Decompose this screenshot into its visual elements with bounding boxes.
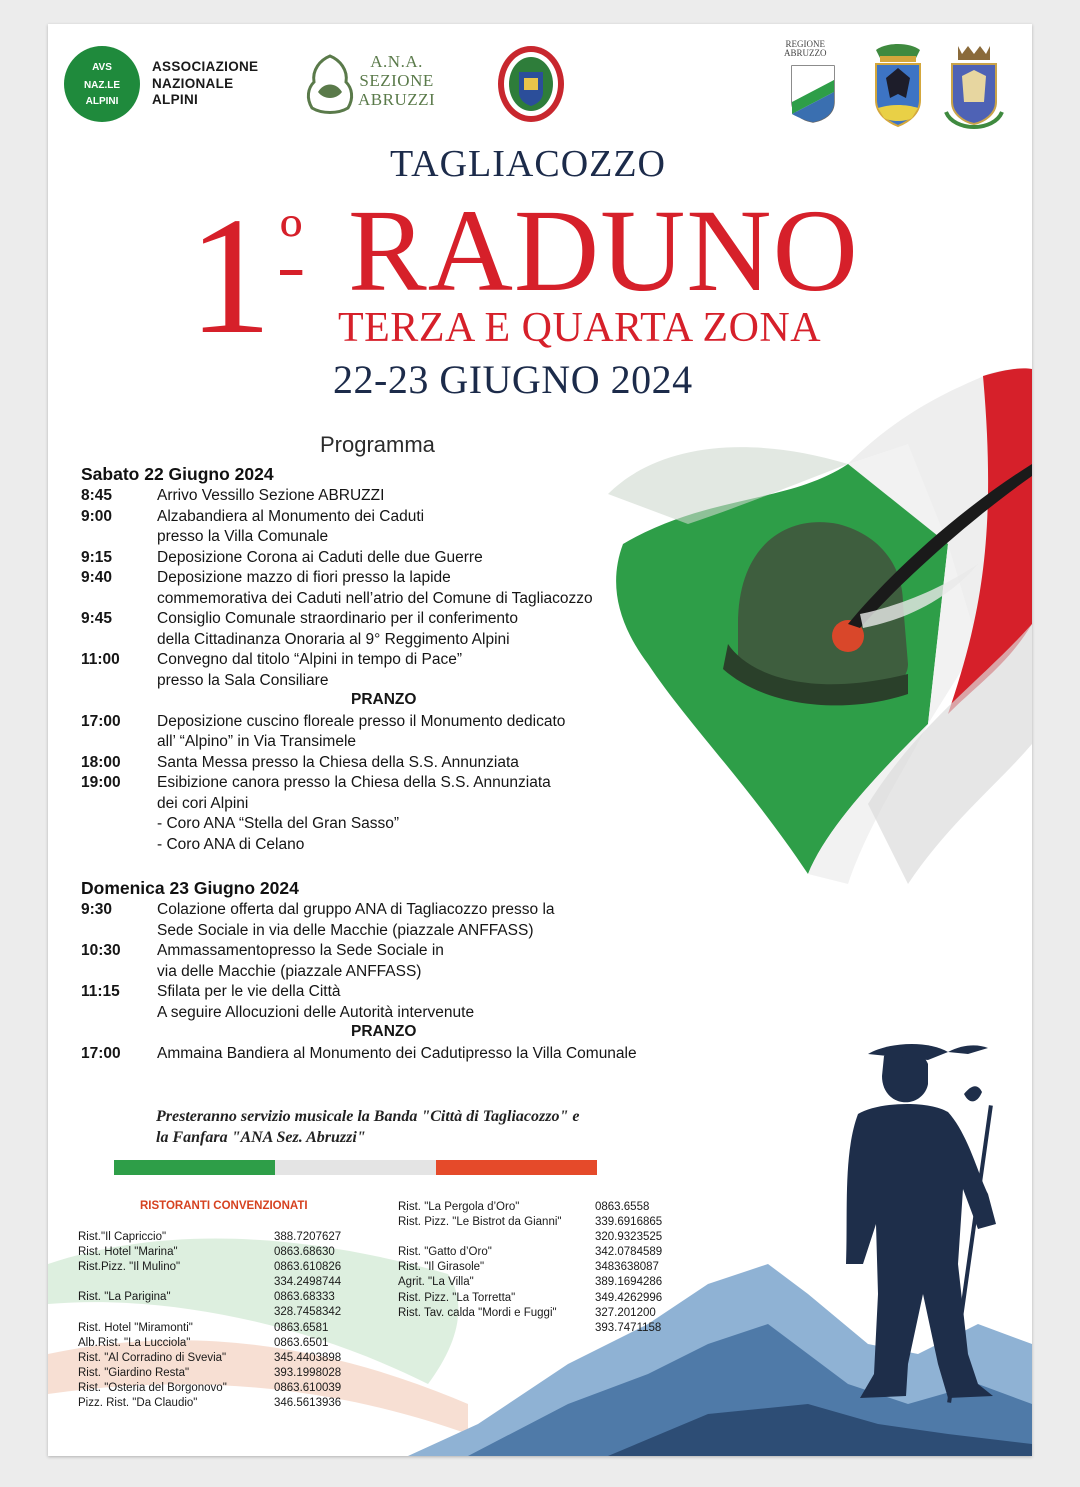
restaurants-right-names [398,1200,561,1336]
restaurant-phone: 320.9323525 [595,1231,663,1244]
restaurant-phone: 0863.68630 [274,1246,335,1259]
eagle-emblem-icon [302,52,358,116]
restaurant-name: Rist. "Gatto d’Oro" [398,1246,492,1259]
schedule-time: 17:00 [81,1044,121,1062]
restaurant-phone: 334.2498744 [274,1276,342,1289]
restaurant-phone: 339.6916865 [595,1216,663,1229]
restaurant-name: Rist. Pizz. "Le Bistrot da Gianni" [398,1216,562,1229]
schedule-time: 9:00 [81,507,113,525]
restaurant-name: Rist. Pizz. "La Torretta" [398,1291,516,1304]
event-poster [48,24,1032,1456]
schedule-description: Deposizione Corona ai Caduti delle due Guerre [157,548,483,566]
schedule-description: presso la Villa Comunale [157,528,329,545]
restaurant-phone: 0863.610826 [274,1261,342,1274]
schedule-description: Deposizione mazzo di fiori presso la lapide [157,569,451,586]
schedule-description: A seguire Allocuzioni delle Autorità intervenute [157,1003,475,1021]
restaurant-phone: 0863.6581 [274,1321,329,1334]
event-dates: 22-23 GIUGNO 2024 [333,357,693,402]
restaurants-left-phones [274,1230,341,1411]
restaurant-name [398,1230,561,1245]
restaurants-left-names [78,1230,227,1411]
flag-stripe-red [436,1160,597,1175]
ana-section-title [358,52,435,109]
flag-stripe-green [114,1160,275,1175]
association-line-3: ALPINI [152,92,199,107]
schedule-description: presso la Sala Consiliare [157,671,329,689]
restaurant-phone: 345.4403898 [274,1351,342,1364]
music-note-line-1: Presteranno servizio musicale la Banda "Città di Tagliacozzo" e [156,1108,580,1125]
restaurant-name [398,1321,561,1336]
restaurant-phone: 0863.610039 [274,1381,342,1394]
schedule-description: Convegno dal titolo “Alpini in tempo di Pace” [157,651,463,668]
schedule-description: Arrivo Vessillo Sezione ABRUZZI [157,487,385,504]
restaurant-phone: 388.7207627 [274,1231,342,1243]
association-line-2: NAZIONALE [152,75,234,91]
municipal-seal-icon [496,44,566,124]
regione-abruzzo-arms-icon [788,62,838,124]
restaurant-phone: 393.1998028 [274,1366,342,1379]
event-title: RADUNO [348,185,859,316]
schedule-description: della Cittadinanza Onoraria al 9° Reggimento Alpini [157,630,510,648]
association-line-1: ASSOCIAZIONE [152,59,259,74]
schedule-description: Alzabandiera al Monumento dei Caduti [157,507,425,525]
lunch-break-label: PRANZO [351,691,417,708]
restaurant-phone: 393.7471158 [595,1321,662,1334]
ana-line-2: SEZIONE [359,71,434,90]
restaurant-name: Rist. Hotel "Marina" [78,1246,178,1259]
ana-line-3: ABRUZZI [358,90,436,109]
schedule-description: dei cori Alpini [157,794,249,812]
restaurant-phone: 3483638087 [595,1261,659,1274]
schedule-description: - Coro ANA di Celano [157,835,305,853]
schedule-time: 17:00 [81,712,121,730]
restaurant-name: Rist. Tav. calda "Mordi e Fuggi" [398,1306,557,1319]
schedule-time: 8:45 [81,487,113,504]
restaurant-phone: 349.4262996 [595,1291,663,1304]
restaurant-name: Rist. "Osteria del Borgonovo" [78,1381,227,1394]
restaurant-name: Pizz. Rist. "Da Claudio" [78,1397,198,1410]
restaurant-phone: 0863.68333 [274,1291,335,1304]
schedule-description: all’ “Alpino” in Via Transimele [157,733,357,750]
event-subtitle: TERZA E QUARTA ZONA [338,305,822,351]
flag-stripe-white [275,1160,436,1175]
restaurant-phone: 0863.6501 [274,1336,329,1349]
regione-line-2: ABRUZZO [784,48,827,58]
logo-mid-text: NAZ.LE [83,80,121,91]
schedule-time: 11:15 [81,983,120,1000]
restaurant-phone: 342.0784589 [595,1246,663,1259]
restaurant-name: Rist. Hotel "Miramonti" [78,1321,193,1334]
restaurant-name: Rist. "Giardino Resta" [78,1366,190,1379]
province-arms-icon [866,42,930,128]
schedule-description: - Coro ANA “Stella del Gran Sasso” [157,815,400,832]
restaurant-phone: 0863.6558 [595,1201,650,1213]
schedule-time: 18:00 [81,753,121,771]
tagliacozzo-arms-icon [938,42,1010,138]
schedule-time: 11:00 [81,651,120,668]
restaurant-name: Rist. "La Pergola d’Oro" [398,1201,520,1213]
schedule-time: 9:45 [81,610,113,627]
programme-heading: Programma [320,432,435,457]
schedule-time: 10:30 [81,942,121,959]
schedule-description: Ammassamentopresso la Sede Sociale in [157,942,444,959]
schedule-description: Esibizione canora presso la Chiesa della S.S. Annunziata [157,774,551,791]
restaurant-name: Alb.Rist. "La Lucciola" [78,1336,191,1349]
music-note-line-2: la Fanfara "ANA Sez. Abruzzi" [156,1129,366,1146]
edition-number: 1 [188,183,272,369]
schedule-time: 9:30 [81,901,113,918]
restaurants-title: RISTORANTI CONVENZIONATI [140,1200,308,1212]
regione-line-1: REGIONE [785,39,825,49]
restaurant-phone: 346.5613936 [274,1397,342,1410]
schedule-description: commemorativa dei Caduti nell’atrio del Comune di Tagliacozzo [157,589,593,607]
restaurant-name: Agrit. "La Villa" [398,1276,474,1289]
lunch-break-label: PRANZO [351,1023,417,1040]
schedule-description: Colazione offerta dal gruppo ANA di Tagliacozzo presso la [157,901,555,918]
restaurant-name: Rist. "Al Corradino di Svevia" [78,1351,227,1364]
town-name: TAGLIACOZZO [389,143,667,185]
restaurant-name: Rist.Pizz. "Il Mulino" [78,1261,181,1274]
schedule-description: Consiglio Comunale straordinario per il conferimento [157,610,518,627]
restaurant-phone: 327.201200 [595,1306,656,1319]
regione-label [784,40,827,58]
schedule-description: Sede Sociale in via delle Macchie (piazzale ANFFASS) [157,921,534,939]
edition-ordinal: º [280,200,303,280]
schedule-description: Sfilata per le vie della Città [157,983,341,1000]
schedule-time: 19:00 [81,774,121,791]
music-note [156,1106,579,1148]
schedule-description: Santa Messa presso la Chiesa della S.S. Annunziata [157,753,519,771]
restaurant-name [78,1275,227,1290]
schedule-time: 9:40 [81,569,113,586]
ana-line-1: A.N.A. [370,52,423,71]
association-name [152,59,258,109]
restaurant-phone: 389.1694286 [595,1276,663,1289]
schedule-description: Deposizione cuscino floreale presso il Monumento dedicato [157,712,566,730]
restaurant-name [78,1305,227,1320]
schedule-time: 9:15 [81,548,113,566]
restaurant-name: Rist."Il Capriccio" [78,1231,167,1243]
ana-alpini-logo [64,46,140,122]
saturday-heading: Sabato 22 Giugno 2024 [81,464,274,484]
schedule-description: via delle Macchie (piazzale ANFFASS) [157,962,422,980]
logo-bottom-text: ALPINI [85,96,119,107]
sunday-heading: Domenica 23 Giugno 2024 [81,878,299,898]
logo-top-text: AVS [92,62,112,73]
restaurant-name: Rist. "Il Girasole" [398,1261,485,1274]
restaurants-right-phones [595,1200,662,1336]
restaurant-name: Rist. "La Parigina" [78,1291,171,1304]
restaurant-phone: 328.7458342 [274,1306,342,1319]
schedule-description: Ammaina Bandiera al Monumento dei Cadutipresso la Villa Comunale [157,1044,637,1062]
